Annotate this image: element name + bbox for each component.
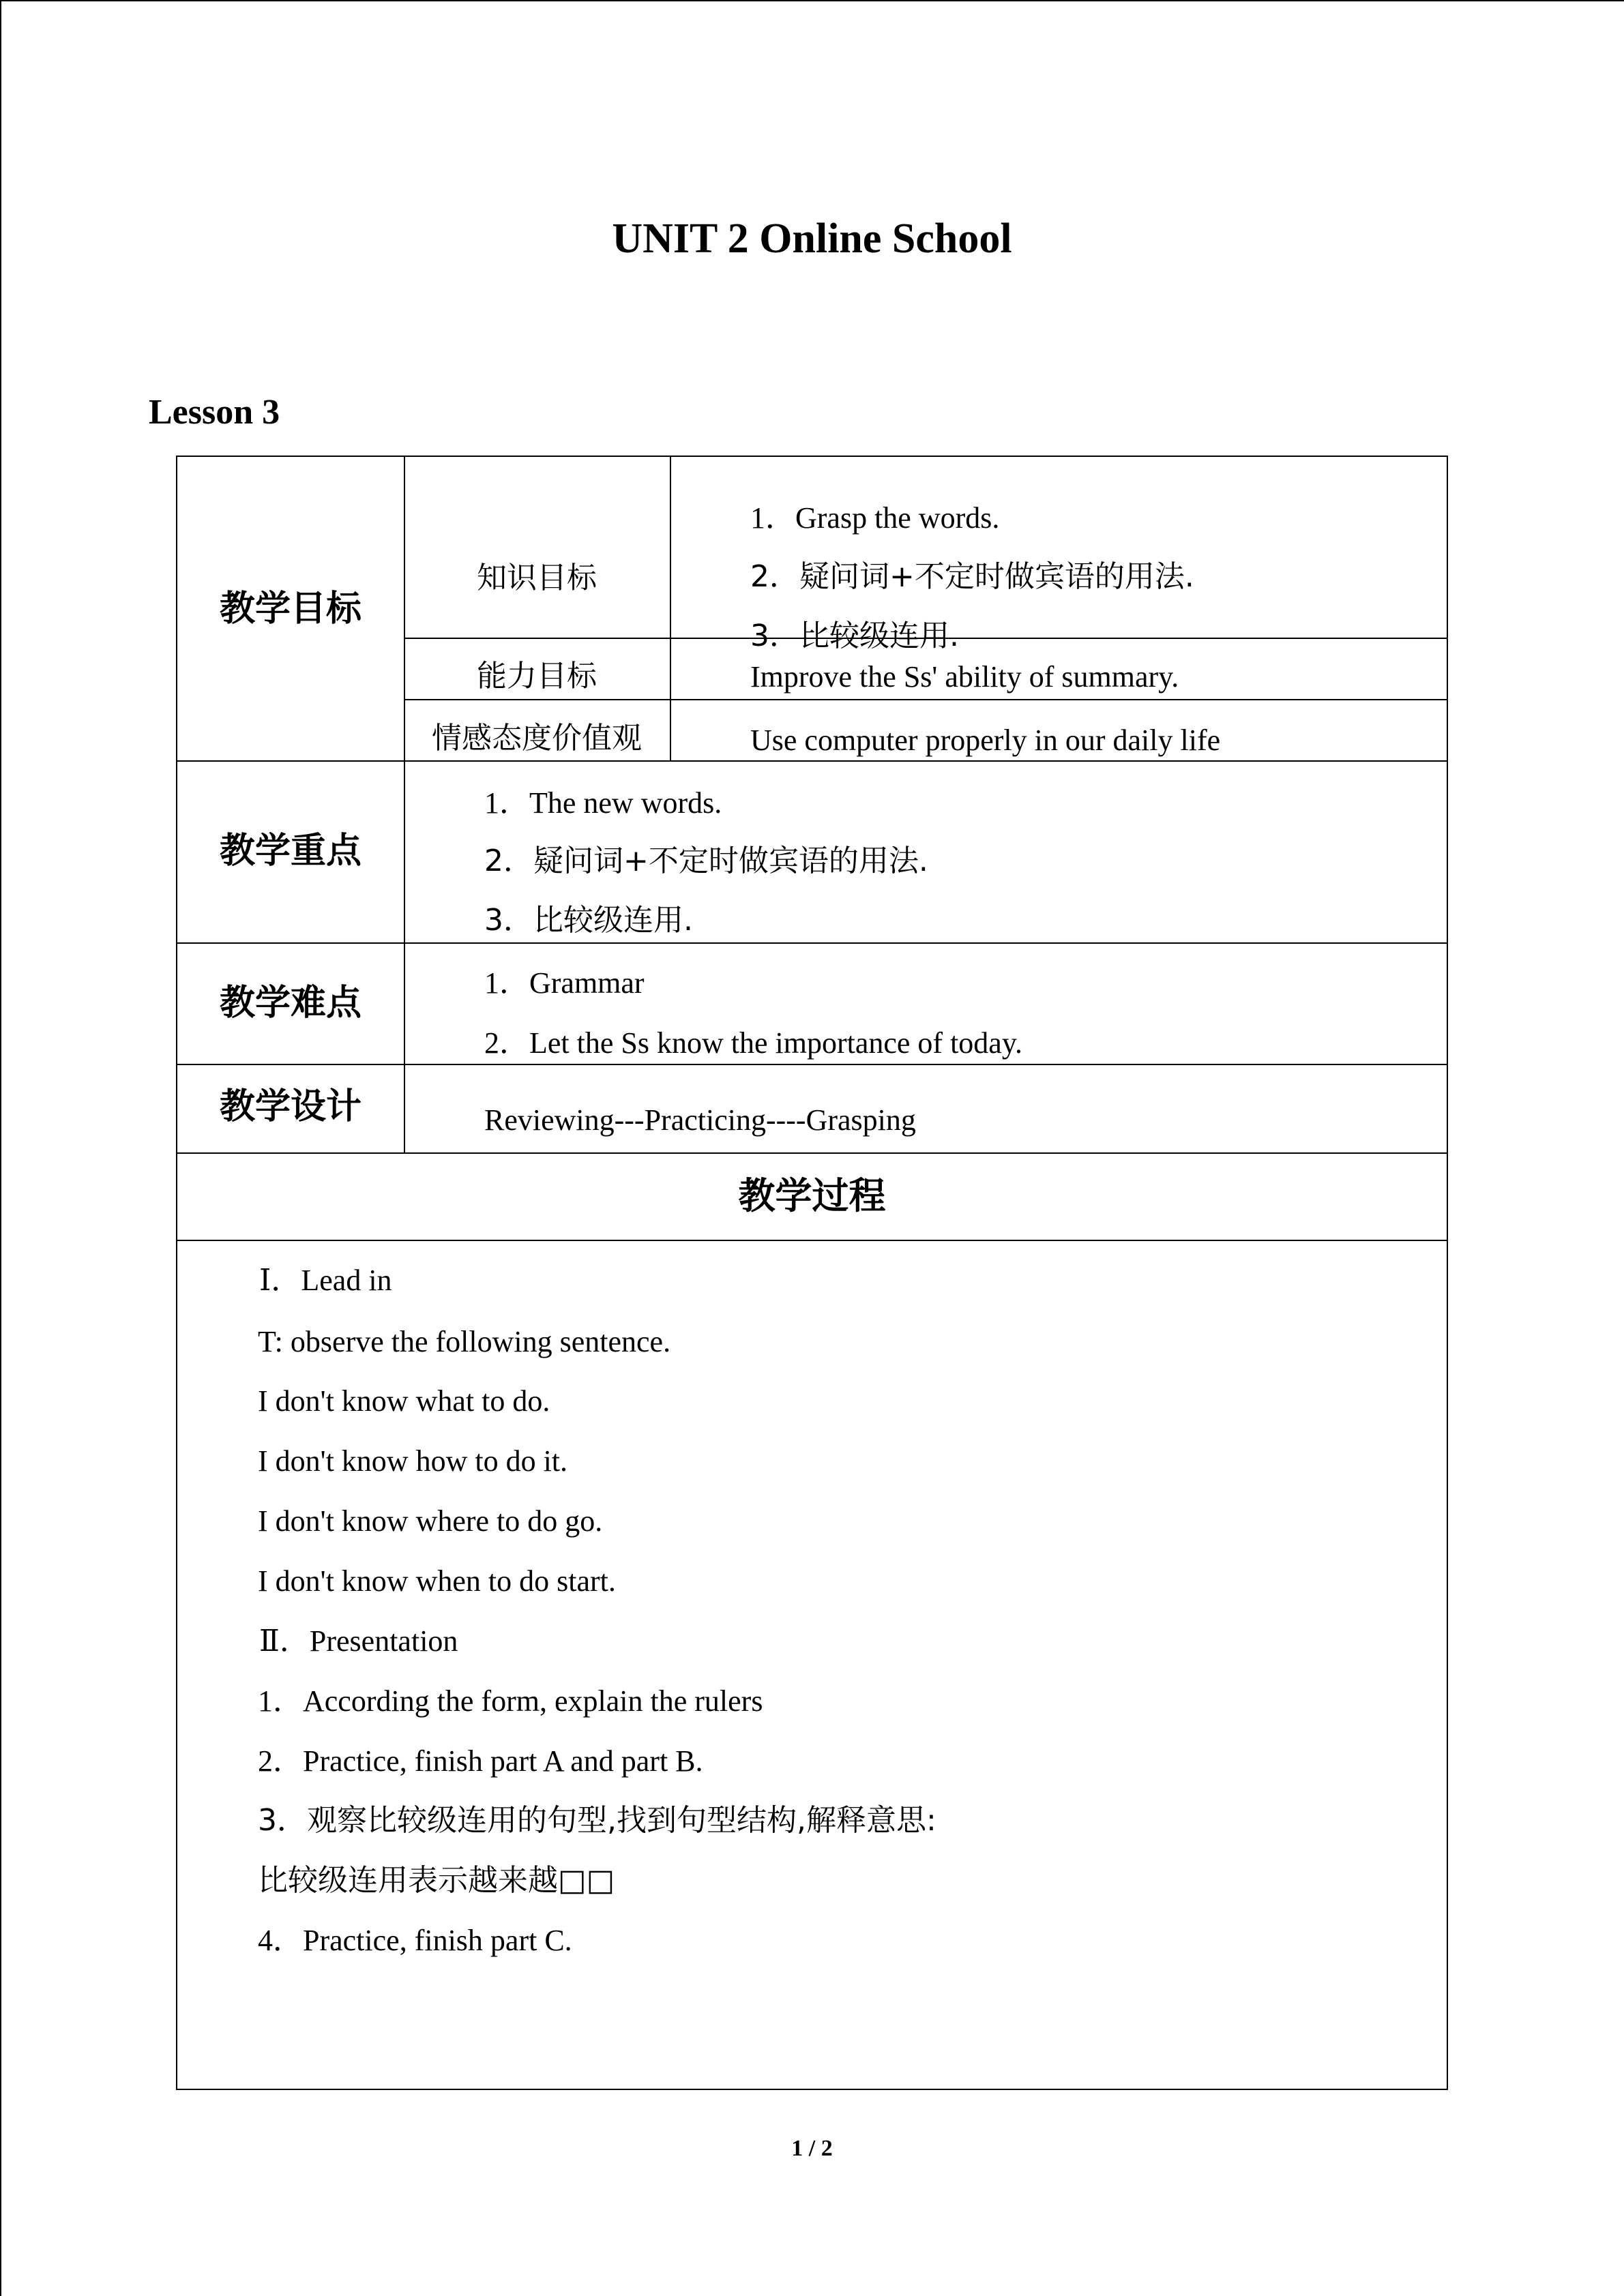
process-line: T: observe the following sentence. bbox=[258, 1325, 671, 1358]
process-line: 2．Practice, finish part A and part B. bbox=[258, 1744, 703, 1778]
document-title: UNIT 2 Online School bbox=[612, 215, 1012, 262]
knowledge-objective-label: 知识目标 bbox=[477, 561, 597, 595]
process-line: I don't know how to do it. bbox=[258, 1444, 568, 1478]
table-divider bbox=[177, 1064, 1447, 1065]
difficulty-item: 1．Grammar bbox=[484, 966, 645, 1000]
knowledge-item: 2．疑问词+不定时做宾语的用法. bbox=[750, 559, 1194, 594]
key-point-item: 2．疑问词+不定时做宾语的用法. bbox=[484, 844, 928, 878]
process-line: Ⅰ．Lead in bbox=[259, 1264, 392, 1297]
knowledge-item: 1．Grasp the words. bbox=[750, 501, 1000, 535]
process-line: 4．Practice, finish part C. bbox=[258, 1924, 572, 1957]
table-divider bbox=[177, 1240, 1447, 1241]
lesson-plan-table bbox=[176, 456, 1448, 2090]
objectives-label: 教学目标 bbox=[219, 588, 361, 629]
process-line: I don't know when to do start. bbox=[258, 1564, 616, 1598]
key-point-item: 1．The new words. bbox=[484, 786, 722, 820]
process-line: Ⅱ．Presentation bbox=[259, 1624, 458, 1658]
design-label: 教学设计 bbox=[219, 1086, 361, 1127]
design-text: Reviewing---Practicing----Grasping bbox=[484, 1103, 916, 1137]
page-number: 1 / 2 bbox=[791, 2136, 833, 2161]
key-point-item: 3．比较级连用. bbox=[484, 903, 693, 938]
ability-objective-label: 能力目标 bbox=[477, 659, 597, 694]
table-divider bbox=[404, 699, 1448, 700]
table-divider bbox=[177, 1152, 1447, 1154]
lesson-title: Lesson 3 bbox=[149, 393, 280, 432]
process-line: 3．观察比较级连用的句型,找到句型结构,解释意思: bbox=[258, 1803, 936, 1838]
table-divider bbox=[177, 942, 1447, 944]
process-line: 比较级连用表示越来越□□ bbox=[258, 1863, 615, 1898]
process-line: I don't know where to do go. bbox=[258, 1504, 603, 1538]
page-top-border bbox=[0, 0, 1624, 1]
difficulty-item: 2．Let the Ss know the importance of today. bbox=[484, 1026, 1022, 1060]
table-divider bbox=[670, 457, 671, 760]
difficulties-label: 教学难点 bbox=[219, 983, 361, 1024]
page-left-border bbox=[0, 0, 1, 2296]
ability-objective-text: Improve the Ss' ability of summary. bbox=[750, 660, 1179, 694]
knowledge-item: 3．比较级连用. bbox=[750, 618, 959, 653]
emotion-objective-text: Use computer properly in our daily life bbox=[750, 724, 1221, 757]
process-heading: 教学过程 bbox=[738, 1174, 886, 1217]
key-points-label: 教学重点 bbox=[219, 831, 361, 871]
process-line: I don't know what to do. bbox=[258, 1384, 550, 1418]
emotion-objective-label: 情感态度价值观 bbox=[432, 721, 642, 756]
process-line: 1．According the form, explain the rulers bbox=[258, 1684, 763, 1718]
